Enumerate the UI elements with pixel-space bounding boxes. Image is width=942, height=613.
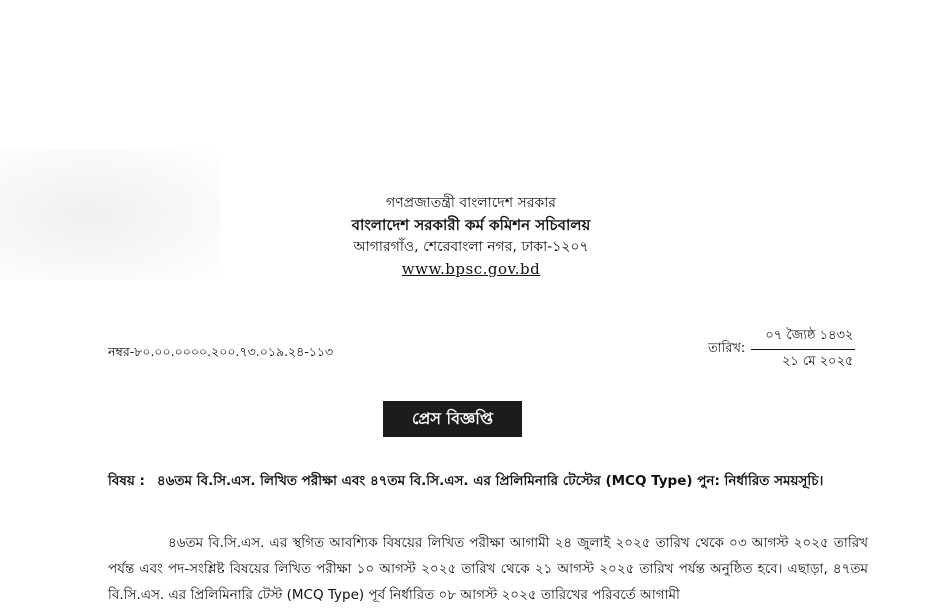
organization-name: বাংলাদেশ সরকারী কর্ম কমিশন সচিবালয় <box>351 216 591 234</box>
letterhead <box>0 192 942 280</box>
subject-line <box>108 470 868 493</box>
body-text <box>108 530 868 608</box>
press-release-title: প্রেস বিজ্ঞপ্তি <box>383 401 522 437</box>
date-label: তারিখ: <box>708 341 746 356</box>
website-link[interactable]: www.bpsc.gov.bd <box>401 260 541 278</box>
government-name: গণপ্রজাতন্ত্রী বাংলাদেশ সরকার <box>386 195 556 211</box>
subject-text: ৪৬তম বি.সি.এস. লিখিত পরীক্ষা এবং ৪৭তম বি.সি.এস. এর প্রিলিমিনারি টেস্টের (MCQ Type) পুন: নির্ধারিত সময়সূচি। <box>156 473 824 489</box>
date-bangla: ০৭ জ্যৈষ্ঠ ১৪৩২ <box>751 326 855 350</box>
memo-number: নম্বর-৮০.০০.০০০০.২০০.৭৩.০১৯.২৪-১১৩ <box>108 344 334 359</box>
organization-address: আগারগাঁও, শেরেবাংলা নগর, ঢাকা-১২০৭ <box>353 239 589 255</box>
body-paragraph: ৪৬তম বি.সি.এস. এর স্থগিত আবশ্যিক বিষয়ের লিখিত পরীক্ষা আগামী ২৪ জুলাই ২০২৫ তারিখ থেকে ০৩ আগস্ট ২০২৫ তারিখ পর্যন্ত এবং পদ-সংশ্লিষ্ট বিষয়ের লিখিত পরীক্ষা ১০ আগস্ট ২০২৫ তারিখ থেকে ২১ আগস্ট ২০২৫ তারিখ পর্যন্ত অনুষ্ঠিত হবে। এছাড়া, ৪৭তম বি.সি.এস. এর প্রিলিমিনারি টেস্ট (MCQ Type) পূর্ব নির্ধারিত ০৮ আগস্ট ২০২৫ তারিখের পরিবর্তে আগামী <box>108 535 868 603</box>
subject-label: বিষয় : <box>108 473 145 489</box>
date-block <box>708 326 855 373</box>
date-values <box>751 326 855 373</box>
date-gregorian: ২১ মে ২০২৫ <box>781 354 854 369</box>
